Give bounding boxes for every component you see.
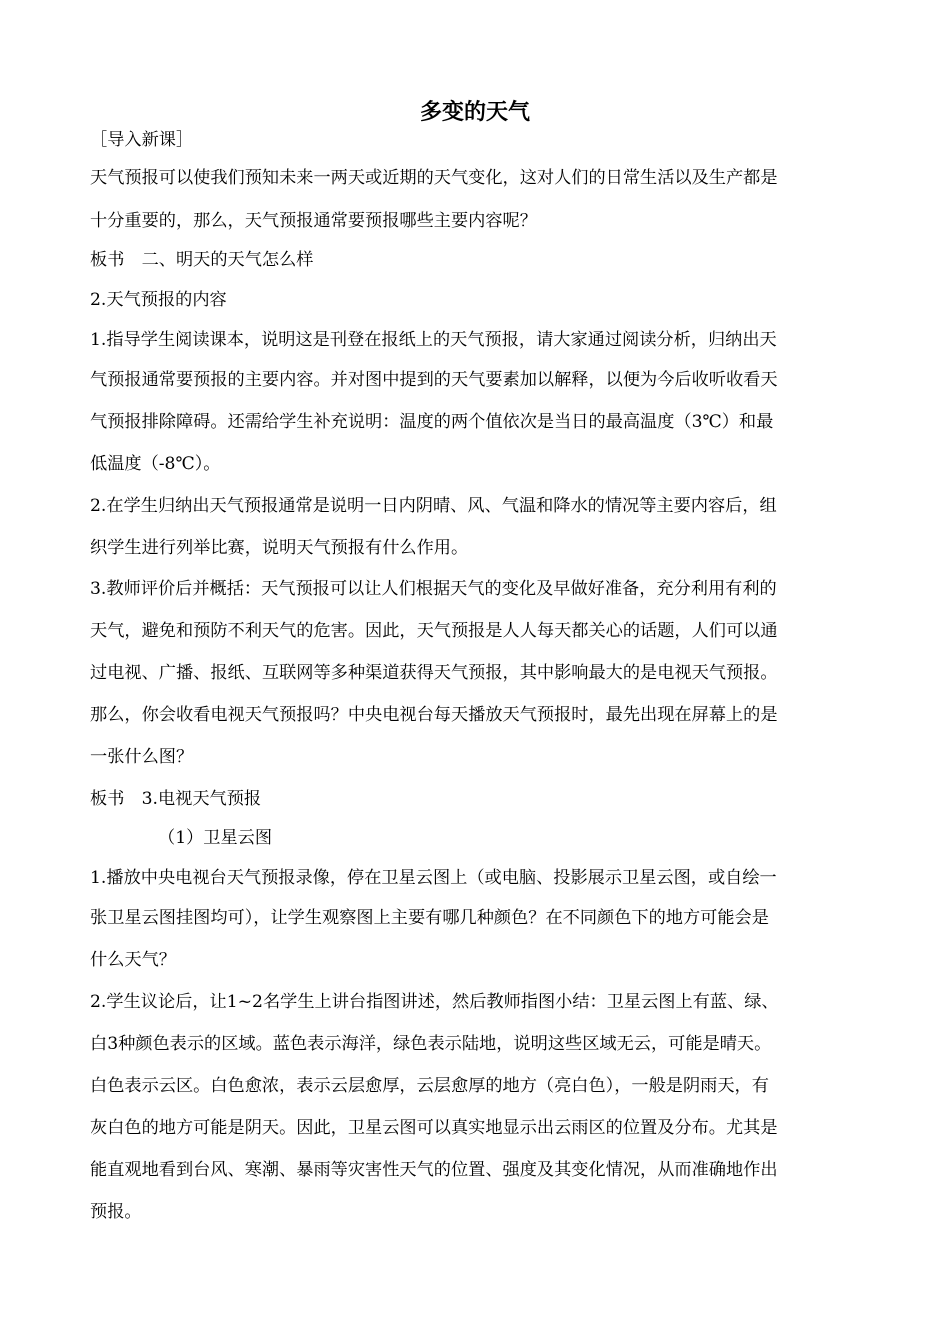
paragraph-line: 1.指导学生阅读课本，说明这是刊登在报纸上的天气预报，请大家通过阅读分析，归纳出天 — [90, 330, 777, 350]
paragraph-line: 能直观地看到台风、寒潮、暴雨等灾害性天气的位置、强度及其变化情况，从而准确地作出 — [90, 1160, 778, 1180]
paragraph-line: 白3种颜色表示的区域。蓝色表示海洋，绿色表示陆地，说明这些区域无云，可能是晴天。 — [90, 1034, 772, 1054]
paragraph-line: 气预报通常要预报的主要内容。并对图中提到的天气要素加以解释，以便为今后收听收看天 — [90, 370, 778, 390]
section-heading-intro: ［导入新课］ — [90, 130, 194, 150]
paragraph-line: 天气，避免和预防不利天气的危害。因此，天气预报是人人每天都关心的话题，人们可以通 — [90, 621, 778, 641]
paragraph-line: 2.学生议论后，让1~2名学生上讲台指图讲述，然后教师指图小结：卫星云图上有蓝、绿、 — [90, 992, 779, 1012]
paragraph-line: 1.播放中央电视台天气预报录像，停在卫星云图上（或电脑、投影展示卫星云图，或自绘一 — [90, 868, 777, 888]
paragraph-line: 一张什么图？ — [90, 747, 194, 767]
paragraph-line: 织学生进行列举比赛，说明天气预报有什么作用。 — [90, 538, 469, 558]
paragraph-line: 过电视、广播、报纸、互联网等多种渠道获得天气预报，其中影响最大的是电视天气预报。 — [90, 663, 778, 683]
paragraph-line: 灰白色的地方可能是阴天。因此，卫星云图可以真实地显示出云雨区的位置及分布。尤其是 — [90, 1118, 778, 1138]
board-heading: 板书 二、明天的天气怎么样 — [90, 250, 314, 270]
board-heading: 板书 3.电视天气预报 — [90, 789, 262, 809]
paragraph-line: 2.在学生归纳出天气预报通常是说明一日内阴晴、风、气温和降水的情况等主要内容后，组 — [90, 496, 777, 516]
subheading: （1）卫星云图 — [158, 828, 273, 848]
paragraph-line: 那么，你会收看电视天气预报吗？中央电视台每天播放天气预报时，最先出现在屏幕上的是 — [90, 705, 778, 725]
subheading: 2.天气预报的内容 — [90, 290, 227, 310]
paragraph-line: 天气预报可以使我们预知未来一两天或近期的天气变化，这对人们的日常生活以及生产都是 — [90, 168, 778, 188]
paragraph-line: 预报。 — [90, 1202, 142, 1222]
paragraph-line: 张卫星云图挂图均可），让学生观察图上主要有哪几种颜色？在不同颜色下的地方可能会是 — [90, 908, 769, 928]
paragraph-line: 低温度（-8℃）。 — [90, 454, 221, 474]
paragraph-line: 气预报排除障碍。还需给学生补充说明：温度的两个值依次是当日的最高温度（3℃）和最 — [90, 412, 774, 432]
document-title: 多变的天气 — [419, 100, 530, 125]
paragraph-line: 白色表示云区。白色愈浓，表示云层愈厚，云层愈厚的地方（亮白色），一般是阴雨天，有 — [90, 1076, 769, 1096]
paragraph-line: 十分重要的，那么，天气预报通常要预报哪些主要内容呢？ — [90, 211, 537, 231]
paragraph-line: 什么天气？ — [90, 950, 176, 970]
paragraph-line: 3.教师评价后并概括：天气预报可以让人们根据天气的变化及早做好准备，充分利用有利的 — [90, 579, 777, 599]
